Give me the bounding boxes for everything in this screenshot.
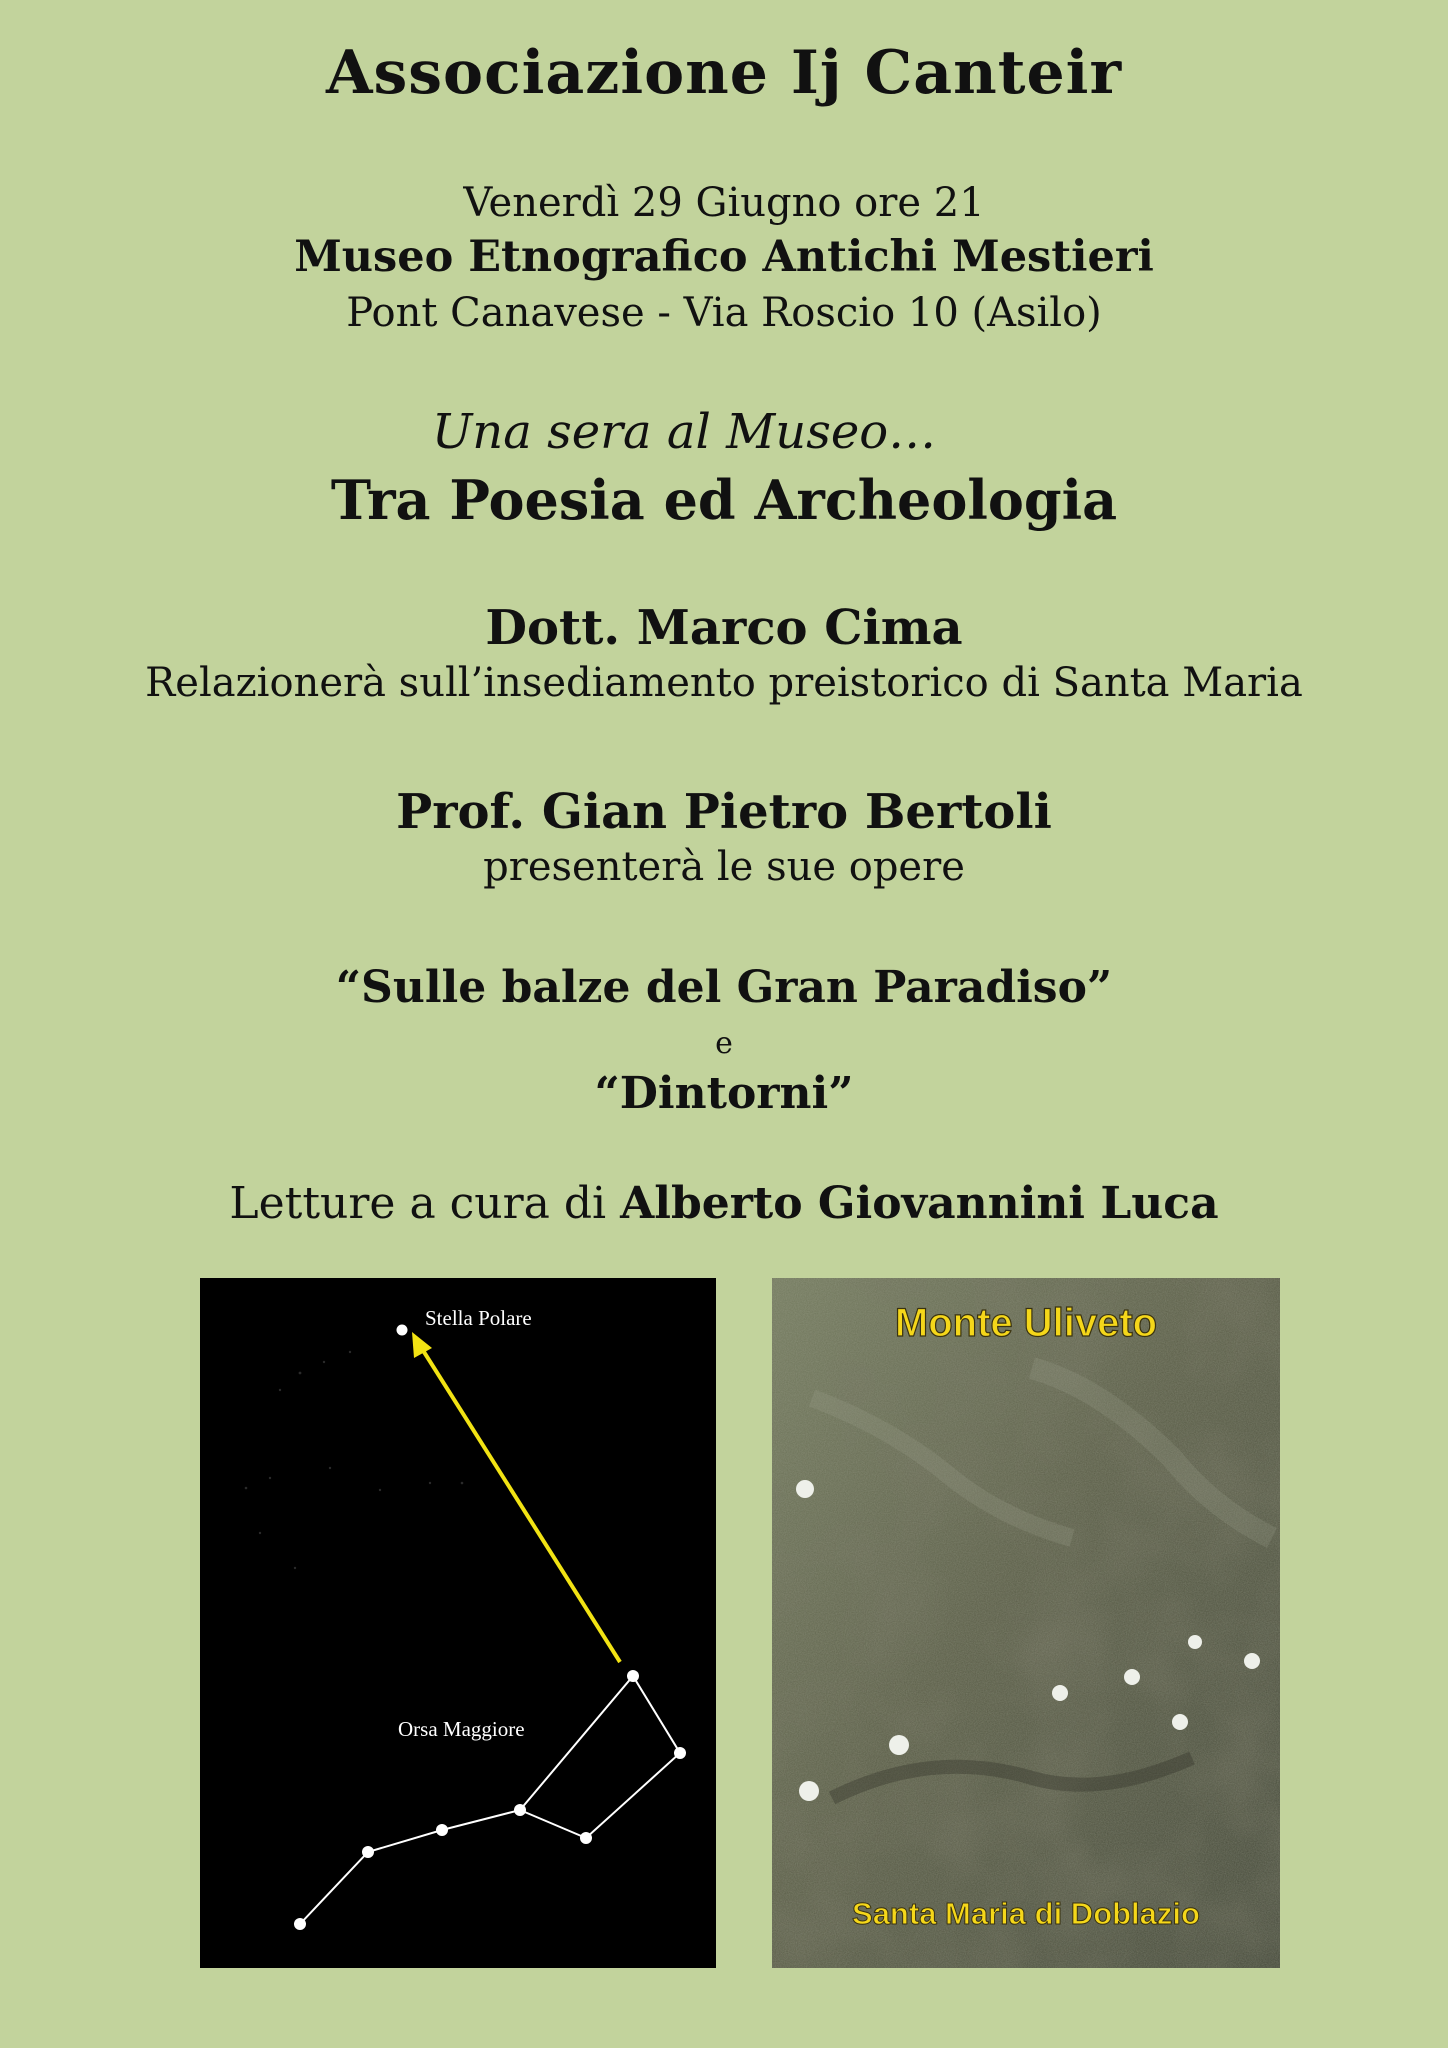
speaker-1-name: Dott. Marco Cima [485, 600, 963, 656]
event-date: Venerdì 29 Giugno ore 21 [463, 180, 985, 226]
stella-polare-label: Stella Polare [425, 1306, 532, 1330]
star-map-graphic [200, 1278, 716, 1968]
orsa-maggiore-label: Orsa Maggiore [398, 1717, 525, 1741]
speaker-1-description: Relazionerà sull’insediamento preistorico di Santa Maria [145, 660, 1303, 706]
venue-name: Museo Etnografico Antichi Mestieri [294, 232, 1154, 282]
speaker-2-name: Prof. Gian Pietro Bertoli [396, 784, 1052, 840]
readings-credit [0, 1178, 1448, 1229]
work-title-2: “Dintorni” [594, 1068, 854, 1119]
star-map-image [200, 1278, 716, 1968]
santa-maria-caption: Santa Maria di Doblazio [852, 1896, 1200, 1931]
works-conjunction: e [715, 1026, 733, 1061]
venue-address: Pont Canavese - Via Roscio 10 (Asilo) [346, 290, 1102, 336]
work-title-1: “Sulle balze del Gran Paradiso” [335, 962, 1113, 1013]
event-theme: Tra Poesia ed Archeologia [330, 468, 1118, 532]
readings-prefix: Letture a cura di [229, 1178, 621, 1229]
reader-name: Alberto Giovannini Luca [620, 1178, 1219, 1229]
rock-photo-graphic [772, 1278, 1280, 1968]
event-tagline: Una sera al Museo… [431, 404, 937, 460]
speaker-2-description: presenterà le sue opere [483, 844, 965, 890]
rock-photo-image [772, 1278, 1280, 1968]
association-title: Associazione Ij Canteir [325, 38, 1123, 108]
monte-uliveto-title: Monte Uliveto [894, 1301, 1158, 1345]
